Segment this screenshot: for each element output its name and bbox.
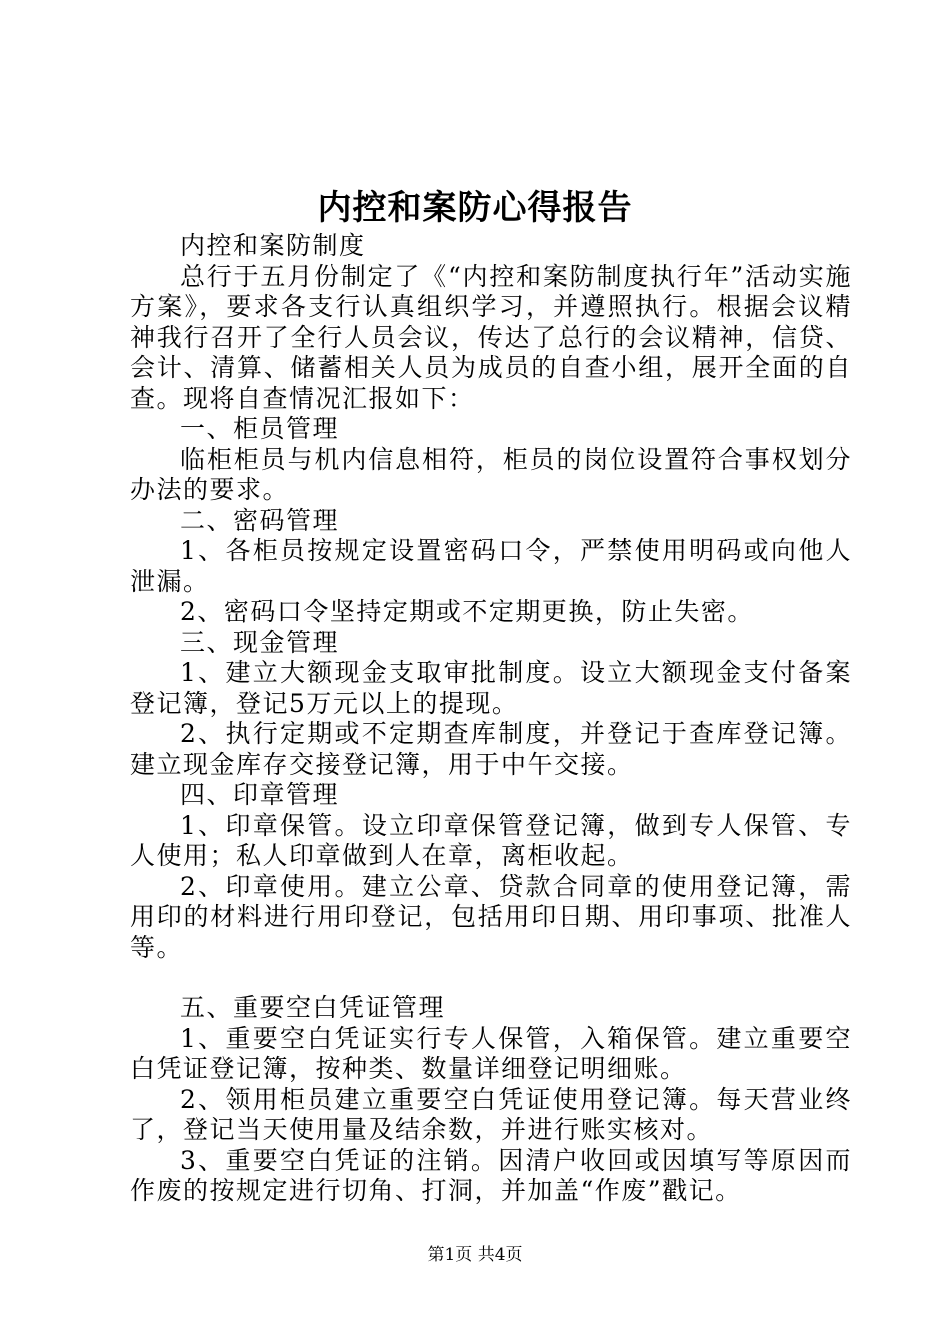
section-heading: 四、印章管理 (180, 780, 340, 809)
paragraph: 2、印章使用。建立公章、贷款合同章的使用登记簿，需用印的材料进行用印登记，包括用印日期、用印事项、批准人等。 (130, 871, 852, 962)
section-heading: 二、密码管理 (180, 505, 340, 535)
paragraph: 2、执行定期或不定期查库制度，并登记于查库登记簿。建立现金库存交接登记簿，用于中午交接。 (130, 719, 852, 779)
paragraph: 1、建立大额现金支取审批制度。设立大额现金支付备案登记簿，登记5万元以上的提现。 (130, 658, 852, 718)
paragraph: 1、各柜员按规定设置密码口令，严禁使用明码或向他人泄漏。 (130, 536, 852, 596)
paragraph: 3、重要空白凭证的注销。因清户收回或因填写等原因而作废的按规定进行切角、打洞，并加盖“作废”戳记。 (130, 1145, 852, 1205)
document-body (130, 231, 852, 1207)
section-heading: 一、柜员管理 (180, 414, 340, 443)
paragraph: 总行于五月份制定了《“内控和案防制度执行年”活动实施方案》，要求各支行认真组织学习，并遵照执行。根据会议精神我行召开了全行人员会议，传达了总行的会议精神，信贷、会计、清算、储蓄相关人员为成员的自查小组，展开全面的自查。现将自查情况汇报如下： (130, 261, 852, 413)
paragraph: 2、领用柜员建立重要空白凭证使用登记簿。每天营业终了，登记当天使用量及结余数，并进行账实核对。 (130, 1084, 852, 1144)
section-heading: 五、重要空白凭证管理 (180, 993, 446, 1022)
document-title: 内控和案防心得报告 (317, 188, 633, 228)
paragraph: 1、印章保管。设立印章保管登记簿，做到专人保管、专人使用；私人印章做到人在章，离柜收起。 (130, 810, 852, 870)
paragraph: 2、密码口令坚持定期或不定期更换，防止失密。 (180, 597, 754, 626)
section-heading: 内控和案防制度 (180, 231, 366, 260)
section-heading: 三、现金管理 (180, 627, 340, 657)
paragraph: 1、重要空白凭证实行专人保管，入箱保管。建立重要空白凭证登记簿，按种类、数量详细登记明细账。 (130, 1023, 852, 1083)
page-number: 第1页 共4页 (427, 1245, 523, 1265)
paragraph: 临柜柜员与机内信息相符，柜员的岗位设置符合事权划分办法的要求。 (130, 444, 852, 504)
